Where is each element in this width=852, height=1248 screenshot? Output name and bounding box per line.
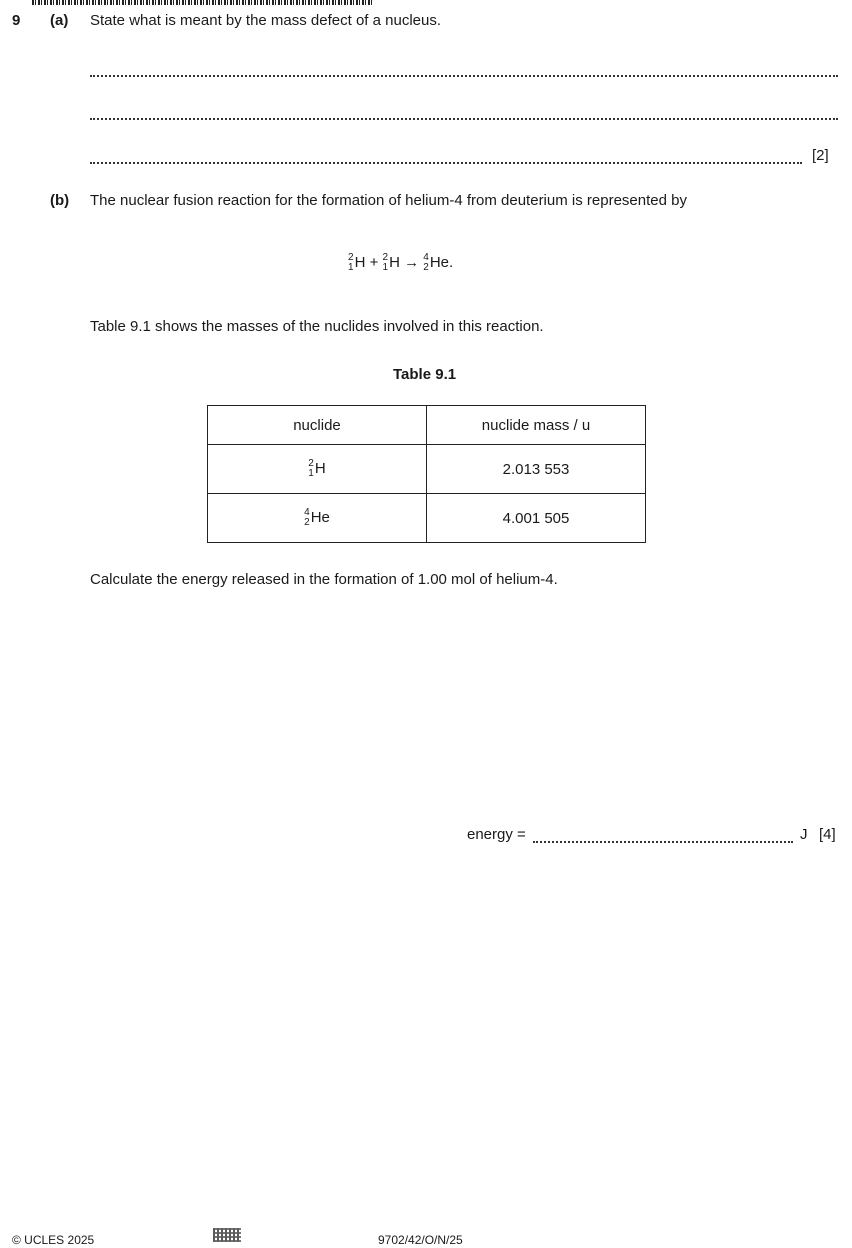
reaction-arrow: →	[404, 253, 420, 271]
nuclide-cell: 4 2 He	[208, 494, 427, 543]
header-nuclide-mass: nuclide mass / u	[427, 406, 646, 445]
table-row	[208, 445, 646, 494]
paper-code: 9702/42/O/N/25	[378, 1233, 463, 1247]
nuclide-mass-table	[207, 405, 646, 543]
part-b-label: (b)	[50, 192, 70, 209]
reactant-1: 2 1 H	[348, 252, 366, 273]
plus-sign: +	[369, 253, 379, 271]
part-a-label: (a)	[50, 12, 69, 29]
table-intro: Table 9.1 shows the masses of the nuclides involved in this reaction.	[90, 318, 544, 335]
fusion-equation: 2 1 H + 2 1 H → 4 2 He.	[348, 252, 454, 273]
qr-code-icon	[213, 1228, 241, 1242]
table-caption: Table 9.1	[393, 366, 457, 383]
answer-line-a3[interactable]	[90, 161, 802, 164]
energy-answer-line[interactable]	[533, 840, 793, 843]
table-row	[208, 494, 646, 543]
part-b-intro: The nuclear fusion reaction for the formation of helium-4 from deuterium is represented by	[90, 192, 687, 209]
working-space[interactable]	[90, 600, 830, 820]
answer-unit: J	[800, 826, 808, 843]
answer-label: energy =	[467, 826, 526, 843]
nuclide-cell: 2 1 H	[208, 445, 427, 494]
part-b-marks: [4]	[819, 826, 836, 843]
reactant-2: 2 1 H	[382, 252, 400, 273]
question-number: 9	[12, 12, 21, 29]
header-nuclide: nuclide	[208, 406, 427, 445]
table-header-row	[208, 406, 646, 445]
copyright: © UCLES 2025	[12, 1233, 95, 1247]
product: 4 2 He	[423, 252, 450, 273]
mass-cell: 2.013 553	[427, 445, 646, 494]
mass-cell: 4.001 505	[427, 494, 646, 543]
answer-line-a1[interactable]	[90, 74, 838, 77]
part-a-marks: [2]	[812, 147, 829, 164]
part-a-question: State what is meant by the mass defect of a nucleus.	[90, 12, 442, 29]
top-barcode	[32, 0, 372, 5]
calc-prompt: Calculate the energy released in the formation of 1.00 mol of helium-4.	[90, 571, 558, 588]
answer-line-a2[interactable]	[90, 117, 838, 120]
